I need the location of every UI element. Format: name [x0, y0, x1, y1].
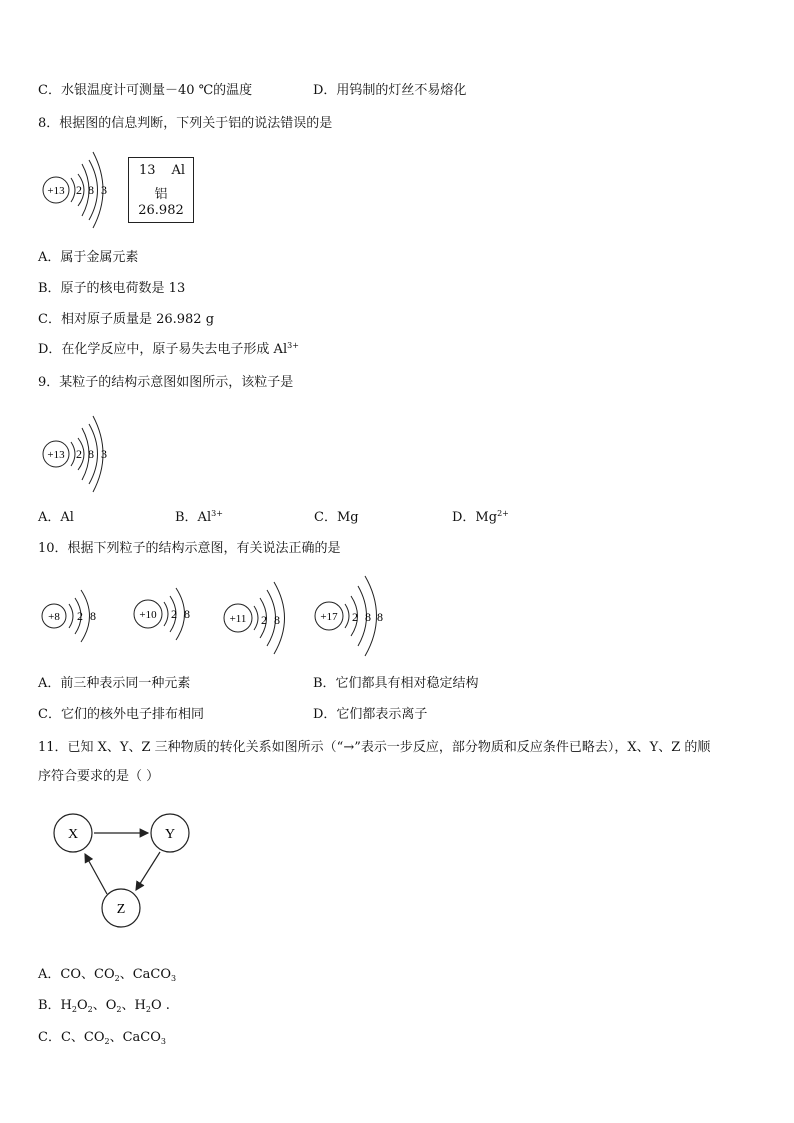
q11-option-b [38, 997, 170, 1015]
q10-p1-shell-2: 8 [90, 609, 96, 623]
q9-shell-2-electrons: 8 [88, 447, 94, 461]
q11-node-x-label: X [67, 827, 79, 842]
q11-option-b-part: O . [150, 998, 170, 1013]
q8-shell-1-electrons: 2 [76, 183, 82, 197]
q8-option-a: A．属于金属元素 [38, 250, 139, 265]
q10-option-c: C．它们的核外电子排布相同 [38, 707, 204, 722]
q8-stem: 8．根据图的信息判断，下列关于铝的说法错误的是 [38, 116, 333, 131]
q8-atom-diagram [38, 144, 118, 236]
q7-option-d: D．用钨制的灯丝不易熔化 [313, 83, 467, 98]
q11-node-y-label: Y [164, 827, 176, 842]
q9-option-b [175, 509, 223, 527]
q10-particle-2 [134, 588, 190, 640]
q11-arrow-y-to-z [136, 852, 160, 890]
q11-option-b-part: 、O [92, 998, 117, 1013]
q9-option-d-text: D．Mg [452, 510, 498, 525]
q11-option-b-part: B．H [38, 998, 72, 1013]
q9-shell-3-electrons: 3 [101, 447, 107, 461]
q9-option-c: C．Mg [314, 510, 359, 525]
q11-stem-line-2: 序符合要求的是（ ） [38, 769, 160, 784]
q11-option-a-part: A．CO、CO [38, 967, 115, 982]
q9-option-a: A．Al [38, 510, 74, 525]
q11-option-a-part: 、CaCO [119, 967, 172, 982]
q10-p3-shell-1: 2 [261, 613, 267, 627]
q11-conversion-diagram [50, 808, 200, 932]
q8-shell-3-electrons: 3 [101, 183, 107, 197]
q10-option-a: A．前三种表示同一种元素 [38, 676, 191, 691]
q8-option-b: B．原子的核电荷数是 13 [38, 281, 186, 296]
q10-p3-shell-2: 8 [274, 613, 280, 627]
q9-atom-diagram [38, 408, 118, 500]
q11-option-c-sub: 3 [160, 1037, 166, 1046]
q11-arrow-z-to-x [85, 854, 107, 894]
q8-element-card [128, 157, 194, 223]
q11-option-c-part: C．C、CO [38, 1030, 105, 1045]
q10-p4-shell-3: 8 [377, 610, 383, 624]
q9-option-d-charge: 2+ [497, 509, 509, 518]
q11-node-z-label: Z [116, 902, 126, 917]
q9-stem: 9．某粒子的结构示意图如图所示，该粒子是 [38, 375, 294, 390]
q7-option-c: C．水银温度计可测量－40 ℃的温度 [38, 83, 253, 98]
q9-option-b-text: B．Al [175, 510, 212, 525]
q8-card-symbol: Al [171, 163, 185, 178]
q9-option-d [452, 509, 509, 527]
q10-option-b: B．它们都具有相对稳定结构 [313, 676, 479, 691]
q9-option-b-charge: 3+ [211, 509, 223, 518]
q10-p1-shell-1: 2 [77, 609, 83, 623]
q8-card-name: 铝 [154, 187, 168, 202]
q8-shell-2-electrons: 8 [88, 183, 94, 197]
q10-p4-nucleus: +17 [320, 611, 338, 623]
q10-p4-shell-2: 8 [365, 610, 371, 624]
q11-option-b-sub: 2 [116, 1005, 122, 1014]
q11-option-c [38, 1029, 166, 1047]
q10-particle-3 [224, 582, 285, 654]
q11-option-a-sub: 3 [171, 974, 177, 983]
q10-particle-4 [315, 576, 383, 656]
q11-option-b-part: 、H [121, 998, 146, 1013]
q10-p2-nucleus: +10 [139, 609, 157, 621]
q10-p3-nucleus: +11 [229, 613, 247, 625]
q9-nucleus-charge: +13 [47, 449, 65, 461]
q10-p4-shell-1: 2 [352, 610, 358, 624]
q8-nucleus-charge: +13 [47, 185, 65, 197]
q10-p2-shell-1: 2 [171, 607, 177, 621]
q8-option-c: C．相对原子质量是 26.982 g [38, 312, 215, 327]
q9-shell-1-electrons: 2 [76, 447, 82, 461]
q8-card-atomic-number: 13 [139, 163, 156, 178]
q11-option-a-sub: 2 [114, 974, 120, 983]
q10-p2-shell-2: 8 [184, 607, 190, 621]
q10-option-d: D．它们都表示离子 [313, 707, 428, 722]
q10-p1-nucleus: +8 [48, 611, 60, 623]
q8-card-mass: 26.982 [138, 203, 184, 218]
q10-particle-1 [42, 590, 96, 642]
q11-option-a [38, 966, 176, 984]
q11-stem-line-1: 11．已知 X、Y、Z 三种物质的转化关系如图所示（“→”表示一步反应，部分物质和反应条件已略去），X、Y、Z 的顺 [38, 740, 711, 755]
q11-option-b-sub: 2 [87, 1005, 93, 1014]
q11-option-c-sub: 2 [104, 1037, 110, 1046]
q10-particle-diagrams [38, 568, 398, 664]
q10-stem: 10．根据下列粒子的结构示意图，有关说法正确的是 [38, 541, 341, 556]
q11-option-b-sub: 2 [71, 1005, 77, 1014]
q8-option-d-text: D．在化学反应中，原子易失去电子形成 Al [38, 342, 288, 357]
q8-option-d [38, 341, 299, 359]
q11-option-b-part: O [76, 998, 88, 1013]
q11-option-c-part: 、CaCO [109, 1030, 161, 1045]
q11-option-b-sub: 2 [145, 1005, 151, 1014]
q8-option-d-charge: 3+ [287, 341, 299, 350]
